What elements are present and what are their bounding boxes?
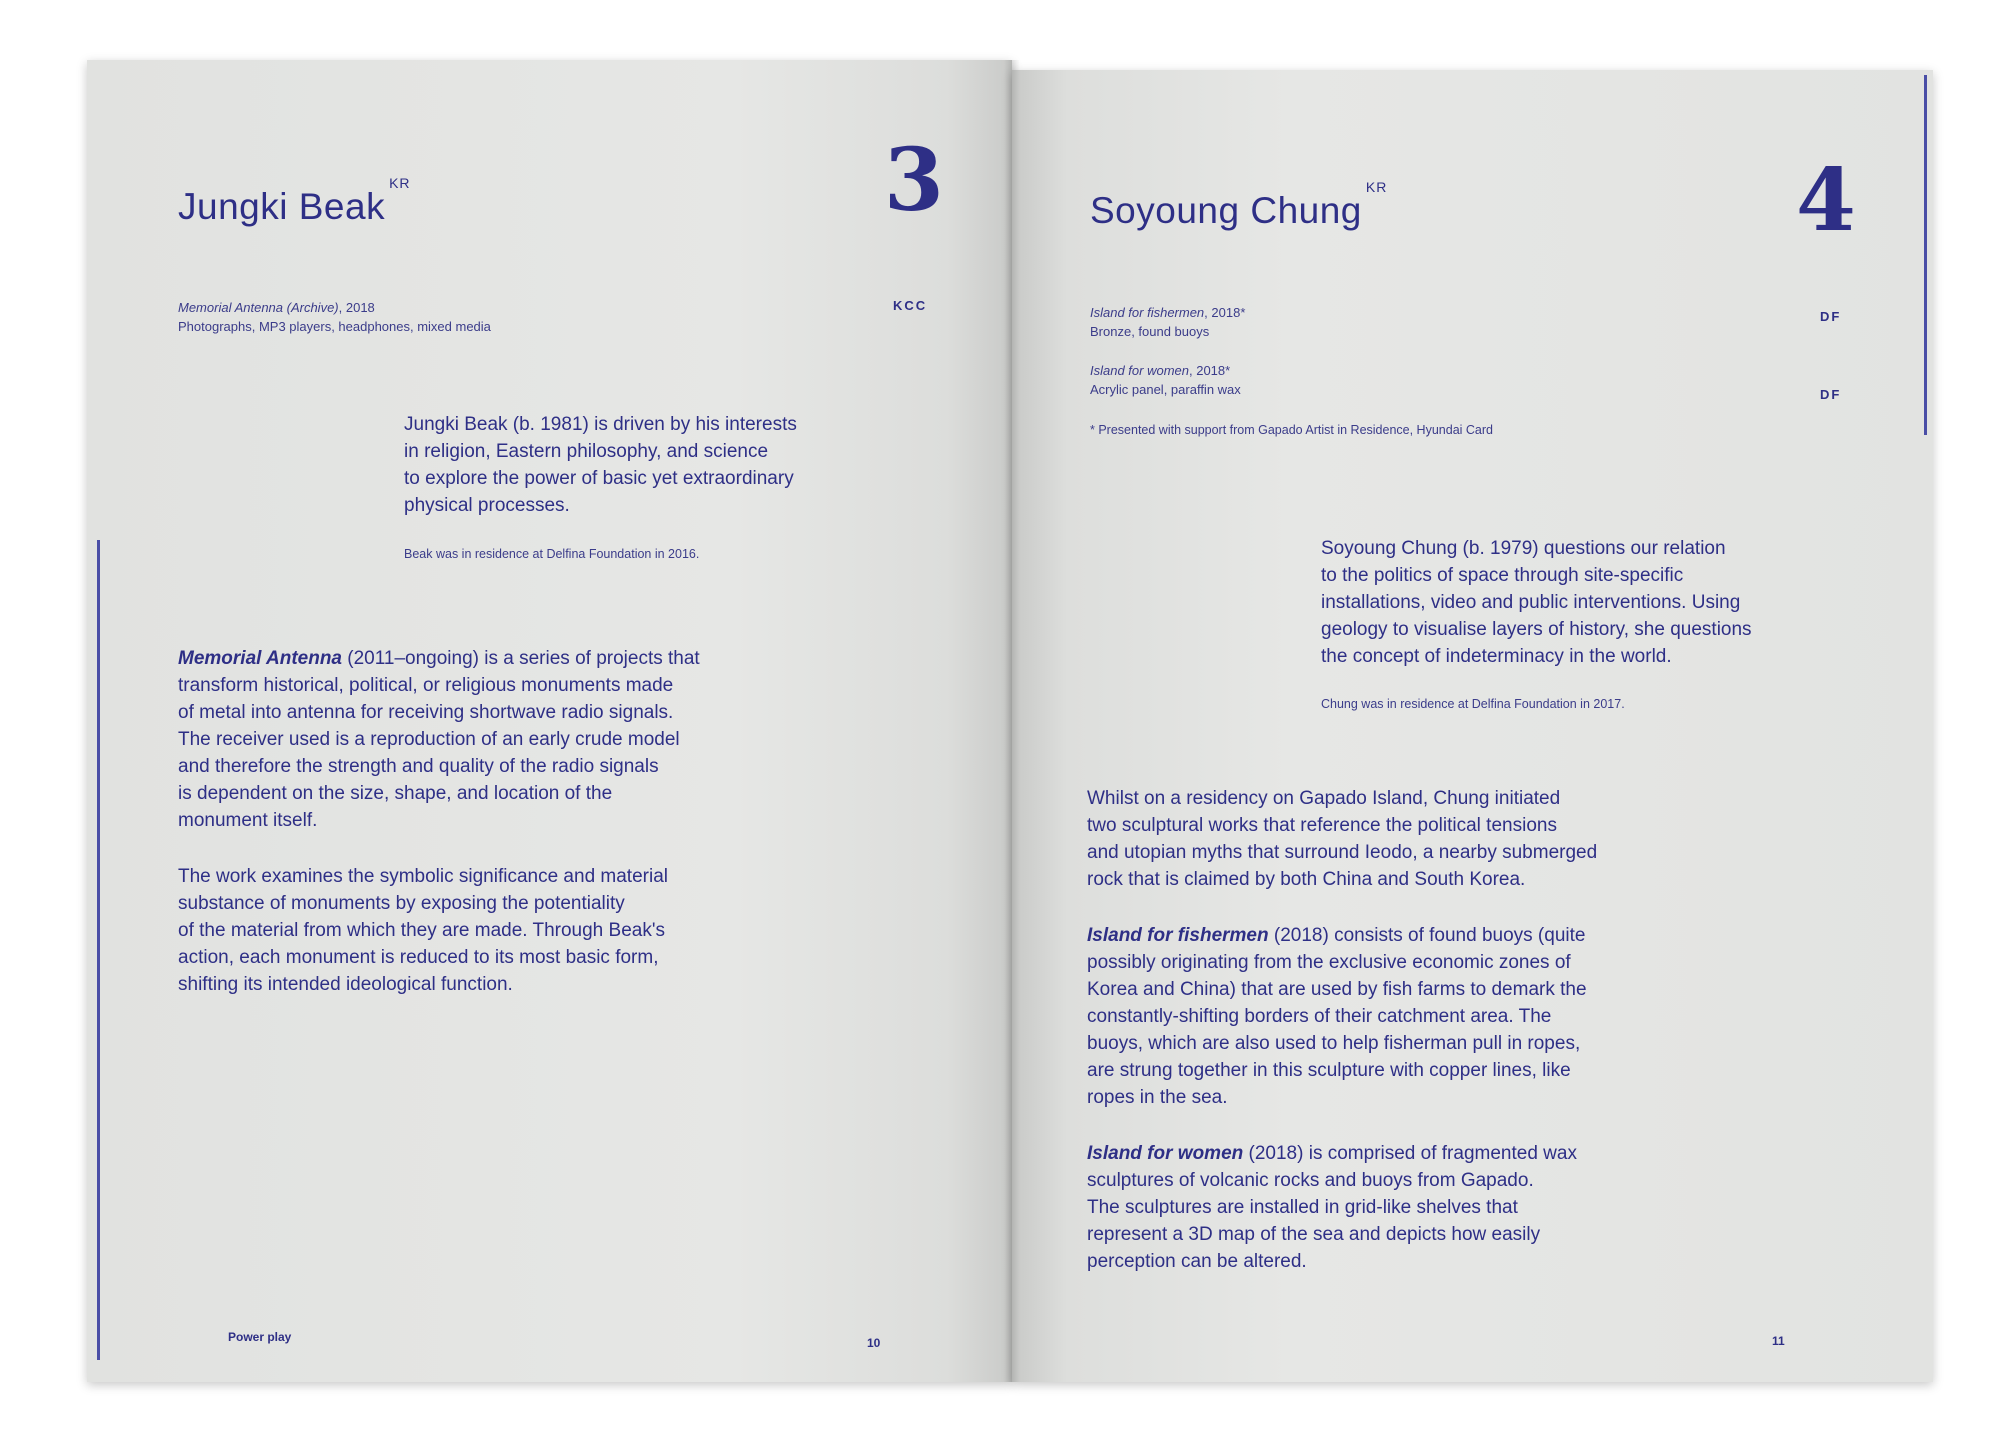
intro-line: physical processes.: [404, 495, 570, 516]
intro-line: in religion, Eastern philosophy, and science: [404, 441, 769, 462]
body-line: monument itself.: [178, 810, 318, 831]
intro-line: Jungki Beak (b. 1981) is driven by his interests: [404, 414, 797, 435]
body-line: (2018) consists of found buoys (quite: [1268, 925, 1586, 946]
support-note: * Presented with support from Gapado Artist in Residence, Hyundai Card: [1090, 423, 1493, 437]
body-line: of the material from which they are made. Through Beak's: [178, 920, 665, 941]
footer-publication-title: Power play: [228, 1330, 292, 1344]
left-residency-note: Beak was in residence at Delfina Foundation in 2016.: [404, 547, 700, 561]
body-line: and utopian myths that surround Ieodo, a nearby submerged: [1087, 842, 1598, 863]
body-paragraph: [1087, 785, 1747, 893]
body-line: The receiver used is a reproduction of an early crude model: [178, 729, 680, 750]
emphasis-work-title: Island for women: [1087, 1143, 1244, 1164]
intro-line: the concept of indeterminacy in the world.: [1321, 646, 1672, 667]
intro-line: geology to visualise layers of history, she questions: [1321, 619, 1752, 640]
right-intro: [1321, 535, 1881, 670]
right-body: [1087, 785, 1747, 1304]
right-work-year: , 2018*: [1189, 363, 1231, 378]
right-work-code-1: DF: [1820, 309, 1842, 324]
body-line: ropes in the sea.: [1087, 1087, 1228, 1108]
left-page-number: 10: [867, 1336, 881, 1350]
body-paragraph: [178, 863, 818, 998]
right-artist-country: KR: [1365, 178, 1388, 195]
body-line: are strung together in this sculpture with copper lines, like: [1087, 1060, 1571, 1081]
body-line: (2018) is comprised of fragmented wax: [1243, 1143, 1577, 1164]
body-line: two sculptural works that reference the political tensions: [1087, 815, 1557, 836]
right-work-title: Island for fishermen: [1090, 305, 1205, 320]
left-page-number-glyph: 3: [884, 130, 944, 231]
left-artist-country: KR: [389, 174, 411, 191]
right-residency-note: Chung was in residence at Delfina Foundation in 2017.: [1321, 697, 1625, 711]
body-line: possibly originating from the exclusive economic zones of: [1087, 952, 1571, 973]
body-line: buoys, which are also used to help fisherman pull in ropes,: [1087, 1033, 1581, 1054]
body-line: of metal into antenna for receiving shortwave radio signals.: [178, 702, 674, 723]
right-page-number-glyph: 4: [1796, 150, 1856, 251]
intro-line: to the politics of space through site-specific: [1321, 565, 1684, 586]
body-line: action, each monument is reduced to its most basic form,: [178, 947, 659, 968]
intro-line: to explore the power of basic yet extraordinary: [404, 468, 794, 489]
right-work-caption-2: [1090, 361, 1241, 399]
left-work-title: Memorial Antenna (Archive): [178, 300, 339, 315]
right-artist-name: Soyoung Chung: [1090, 190, 1362, 231]
body-line: Whilst on a residency on Gapado Island, Chung initiated: [1087, 788, 1561, 809]
emphasis-work-title: Memorial Antenna: [178, 648, 342, 669]
right-work-caption-1: [1090, 303, 1245, 341]
left-body: [178, 645, 818, 1027]
body-line: Korea and China) that are used by fish farms to demark the: [1087, 979, 1587, 1000]
intro-line: Soyoung Chung (b. 1979) questions our relation: [1321, 538, 1726, 559]
right-page-edge-line: [1924, 75, 1927, 435]
body-line: constantly-shifting borders of their catchment area. The: [1087, 1006, 1552, 1027]
right-work-materials: Bronze, found buoys: [1090, 324, 1210, 339]
left-page-edge-line: [97, 540, 100, 1360]
left-work-materials: Photographs, MP3 players, headphones, mixed media: [178, 319, 491, 334]
body-line: is dependent on the size, shape, and location of the: [178, 783, 613, 804]
left-artist-name: Jungki Beak: [178, 186, 386, 227]
body-line: shifting its intended ideological function.: [178, 974, 513, 995]
left-work-year: , 2018: [338, 300, 375, 315]
body-line: substance of monuments by exposing the potentiality: [178, 893, 625, 914]
left-artist-title: [178, 174, 411, 228]
body-line: (2011–ongoing) is a series of projects that: [342, 648, 700, 669]
body-line: and therefore the strength and quality of the radio signals: [178, 756, 659, 777]
intro-line: installations, video and public interventions. Using: [1321, 592, 1741, 613]
emphasis-work-title: Island for fishermen: [1087, 925, 1269, 946]
left-work-caption: [178, 298, 491, 336]
body-line: sculptures of volcanic rocks and buoys from Gapado.: [1087, 1170, 1534, 1191]
body-paragraph: [178, 645, 818, 834]
body-line: The sculptures are installed in grid-like shelves that: [1087, 1197, 1518, 1218]
body-line: represent a 3D map of the sea and depicts how easily: [1087, 1224, 1541, 1245]
body-line: The work examines the symbolic significance and material: [178, 866, 668, 887]
left-work-code: KCC: [893, 298, 928, 313]
right-work-materials: Acrylic panel, paraffin wax: [1090, 382, 1241, 397]
left-intro: [404, 411, 924, 519]
right-work-year: , 2018*: [1204, 305, 1246, 320]
right-work-title: Island for women: [1090, 363, 1189, 378]
body-paragraph: [1087, 922, 1747, 1111]
right-page-number: 11: [1772, 1334, 1785, 1348]
body-line: rock that is claimed by both China and South Korea.: [1087, 869, 1526, 890]
body-paragraph: [1087, 1140, 1747, 1275]
spine-gutter: [1004, 60, 1020, 1382]
body-line: perception can be altered.: [1087, 1251, 1307, 1272]
right-work-code-2: DF: [1820, 387, 1842, 402]
right-artist-title: [1090, 178, 1388, 232]
body-line: transform historical, political, or religious monuments made: [178, 675, 674, 696]
